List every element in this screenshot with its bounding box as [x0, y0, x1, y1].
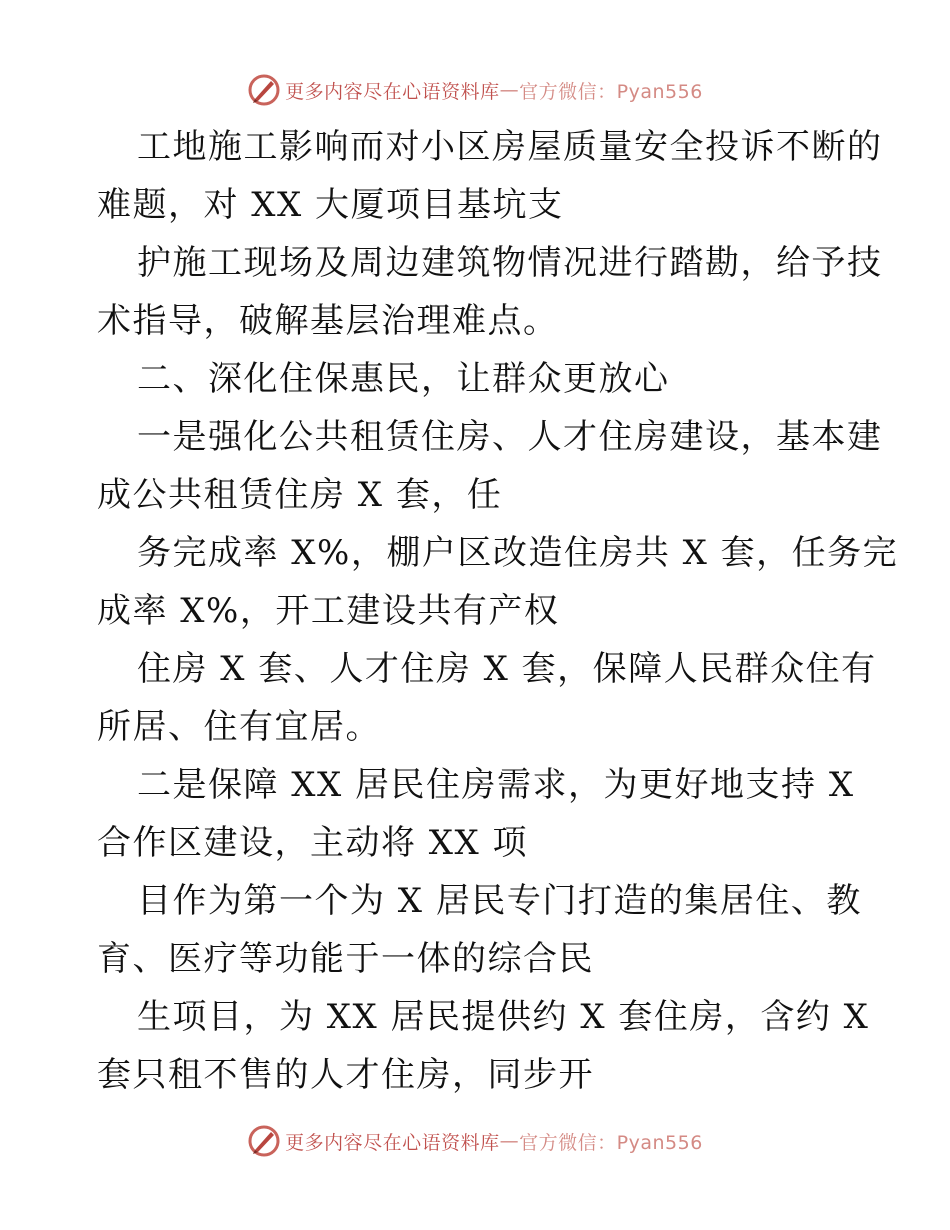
body-line: 成率 X%，开工建设共有产权: [97, 591, 560, 631]
body-line: 育、医疗等功能于一体的综合民: [97, 939, 594, 979]
body-line: 术指导，破解基层治理难点。: [97, 301, 559, 341]
document-body: [97, 118, 899, 1104]
body-line: 工地施工影响而对小区房屋质量安全投诉不断的: [137, 127, 883, 167]
watermark-wechat-text: 官方微信：Pyan556: [519, 80, 703, 103]
body-line: 二是保障 XX 居民住房需求，为更好地支持 X: [137, 765, 855, 805]
body-line: 一是强化公共租赁住房、人才住房建设，基本建: [137, 417, 883, 457]
body-line: 目作为第一个为 X 居民专门打造的集居住、教: [137, 881, 862, 921]
body-line: 套只租不售的人才住房，同步开: [97, 1055, 594, 1095]
watermark-wechat-text: 官方微信：Pyan556: [519, 1131, 703, 1154]
watermark-dash: —: [499, 1130, 520, 1152]
feather-pen-logo-icon: [247, 1124, 281, 1158]
body-line: 成公共租赁住房 X 套，任: [97, 475, 503, 515]
body-line: 难题，对 XX 大厦项目基坑支: [97, 185, 564, 225]
body-line: 生项目，为 XX 居民提供约 X 套住房，含约 X: [137, 997, 870, 1037]
watermark-brand-text: 更多内容尽在心语资料库: [285, 1131, 500, 1154]
watermark-brand-text: 更多内容尽在心语资料库: [285, 80, 500, 103]
body-line: 合作区建设，主动将 XX 项: [97, 823, 529, 863]
feather-pen-logo-icon: [247, 73, 281, 107]
body-line: 护施工现场及周边建筑物情况进行踏勘，给予技: [137, 243, 883, 283]
body-line: 所居、住有宜居。: [97, 707, 381, 747]
header-watermark: [0, 70, 950, 110]
footer-watermark: [0, 1121, 950, 1161]
section-heading: 二、深化住保惠民，让群众更放心: [137, 359, 670, 399]
body-line: 住房 X 套、人才住房 X 套，保障人民群众住有: [137, 649, 877, 689]
body-line: 务完成率 X%，棚户区改造住房共 X 套，任务完: [137, 533, 899, 573]
watermark-dash: —: [499, 79, 520, 101]
